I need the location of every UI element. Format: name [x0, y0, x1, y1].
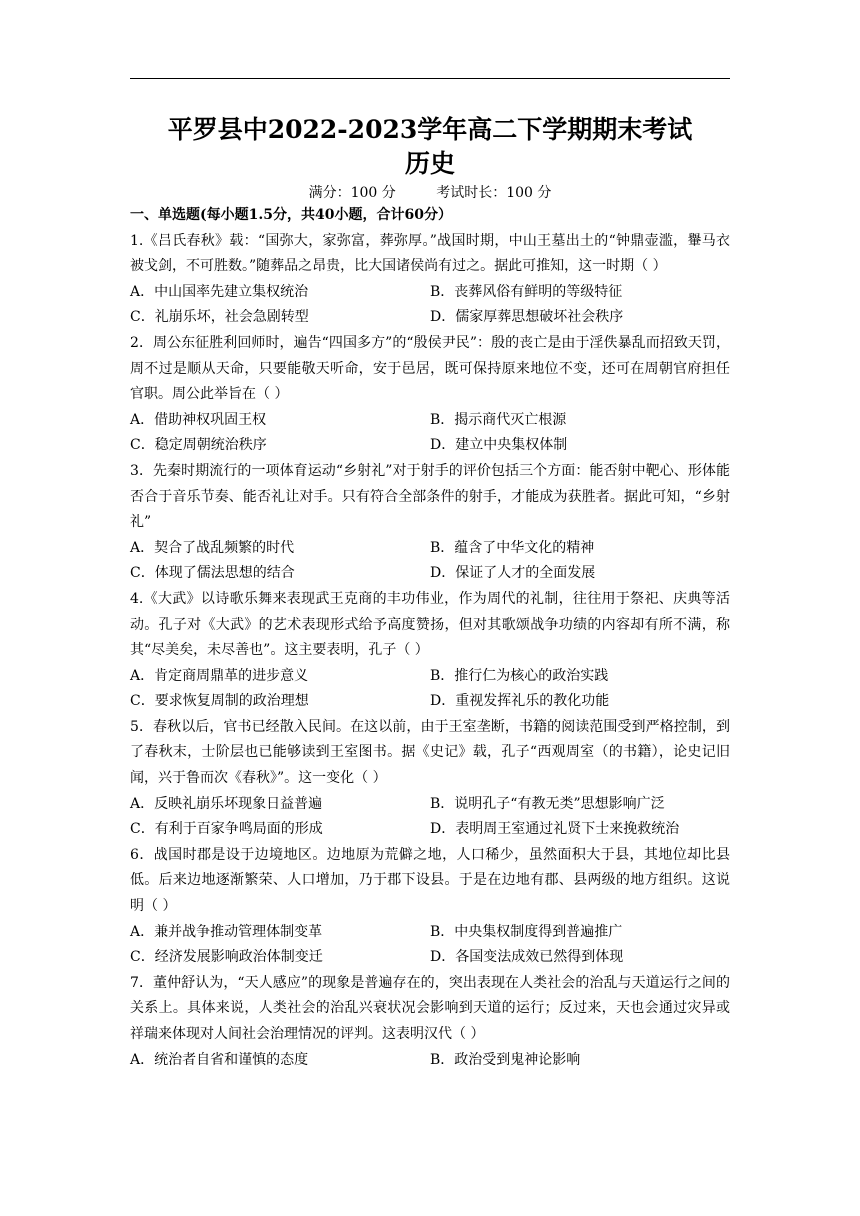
question-3 — [130, 459, 730, 587]
question-options — [130, 536, 730, 587]
option-b: B．推行仁为核心的政治实践 — [430, 667, 609, 684]
option-b: B．中央集权制度得到普遍推广 — [430, 923, 623, 940]
option-b: B．说明孔子“有教无类”思想影响广泛 — [430, 795, 665, 812]
exam-title: 平罗县中2022-2023学年高二下学期期末考试 — [167, 115, 693, 144]
section-title: 一、单选题(每小题1.5分，共40小题，合计60分） — [130, 207, 452, 223]
option-b: B．揭示商代灭亡根源 — [430, 411, 567, 428]
question-options — [130, 408, 730, 459]
option-d: D．各国变法成效已然得到体现 — [430, 949, 624, 966]
option-d: D．儒家厚葬思想破坏社会秩序 — [430, 309, 624, 326]
exam-subject: 历史 — [404, 149, 455, 178]
question-2 — [130, 331, 730, 459]
full-score: 满分：100 分 — [308, 185, 396, 201]
question-stem: 6．战国时郡是设于边境地区。边地原为荒僻之地，人口稀少，虽然面积大于县，其地位却比县低。后来边地逐渐繁荣、人口增加，乃于郡下设县。于是在边地有郡、县两级的地方组织。这说明（ ） — [130, 846, 730, 915]
question-stem: 3．先秦时期流行的一项体育运动“乡射礼”对于射手的评价包括三个方面：能否射中靶心、形体能否合于音乐节奏、能否礼让对手。只有符合全部条件的射手，才能成为获胜者。据此可知，“乡射礼” — [130, 462, 730, 531]
option-a: A．借助神权巩固王权 — [130, 411, 267, 428]
option-a: A．统治者自省和谨慎的态度 — [130, 1051, 309, 1068]
option-c: C．有利于百家争鸣局面的形成 — [130, 821, 323, 838]
question-7 — [130, 971, 730, 1073]
option-a: A．契合了战乱频繁的时代 — [130, 539, 295, 556]
option-a: A．反映礼崩乐坏现象日益普遍 — [130, 795, 323, 812]
option-a: A．兼并战争推动管理体制变革 — [130, 923, 323, 940]
question-stem: 7．董仲舒认为，“天人感应”的现象是普遍存在的，突出表现在人类社会的治乱与天道运行之间的关系上。具体来说，人类社会的治乱兴衰状况会影响到天道的运行；反过来，天也会通过灾异或祥瑞来体现对人间社会治理情况的评判。这表明汉代（ ） — [130, 974, 730, 1042]
option-c: C．礼崩乐坏，社会急剧转型 — [130, 309, 309, 326]
option-d: D．重视发挥礼乐的教化功能 — [430, 693, 610, 710]
question-stem: 2．周公东征胜利回师时，遍告“四国多方”的“殷侯尹民”：殷的丧亡是由于淫佚暴乱而招致天罚，周不过是顺从天命，只要能敬天听命，安于邑居，既可保持原来地位不变，还可在周朝官府担任官职。周公此举旨在（ ） — [130, 334, 730, 403]
question-4 — [130, 587, 730, 715]
option-d: D．表明周王室通过礼贤下士来挽救统治 — [430, 821, 680, 838]
option-a: A．中山国率先建立集权统治 — [130, 283, 309, 300]
option-d: D．建立中央集权体制 — [430, 437, 568, 454]
question-stem: 5．春秋以后，官书已经散入民间。在这以前，由于王室垄断，书籍的阅读范围受到严格控制，到了春秋末，士阶层也已能够读到王室图书。据《史记》载，孔子“西观周室（的书籍），论史记旧闻，兴于鲁而次《春秋》”。这一变化（ ） — [130, 718, 730, 787]
option-c: C．经济发展影响政治体制变迁 — [130, 949, 323, 966]
question-options — [130, 280, 730, 331]
option-b: B．蕴含了中华文化的精神 — [430, 539, 595, 556]
option-a: A．肯定商周鼎革的进步意义 — [130, 667, 309, 684]
question-options — [130, 792, 730, 843]
option-c: C．体现了儒法思想的结合 — [130, 565, 295, 582]
question-6 — [130, 843, 730, 971]
question-1 — [130, 229, 730, 331]
header-rule — [130, 78, 730, 79]
question-5 — [130, 715, 730, 843]
option-b: B．丧葬风俗有鲜明的等级特征 — [430, 283, 623, 300]
question-stem: 1.《吕氏春秋》载：“国弥大，家弥富，葬弥厚。”战国时期，中山王墓出土的“钟鼎壶滥，轝马衣被戈剑，不可胜数。”随葬品之昂贵，比大国诸侯尚有过之。据此可推知，这一时期（ ） — [130, 232, 730, 275]
option-d: D．保证了人才的全面发展 — [430, 565, 596, 582]
question-options — [130, 1048, 730, 1074]
exam-duration: 考试时长：100 分 — [436, 185, 552, 201]
question-stem: 4.《大武》以诗歌乐舞来表现武王克商的丰功伟业，作为周代的礼制，往往用于祭祀、庆典等活动。孔子对《大武》的艺术表现形式给予高度赞扬，但对其歌颂战争功绩的内容却有所不满，称其“尽美矣，未尽善也”。这主要表明，孔子（ ） — [130, 590, 730, 659]
question-list — [130, 203, 730, 1073]
option-c: C．要求恢复周制的政治理想 — [130, 693, 309, 710]
exam-meta — [0, 184, 860, 202]
question-options — [130, 920, 730, 971]
question-options — [130, 664, 730, 715]
option-b: B．政治受到鬼神论影响 — [430, 1051, 581, 1068]
option-c: C．稳定周朝统治秩序 — [130, 437, 267, 454]
